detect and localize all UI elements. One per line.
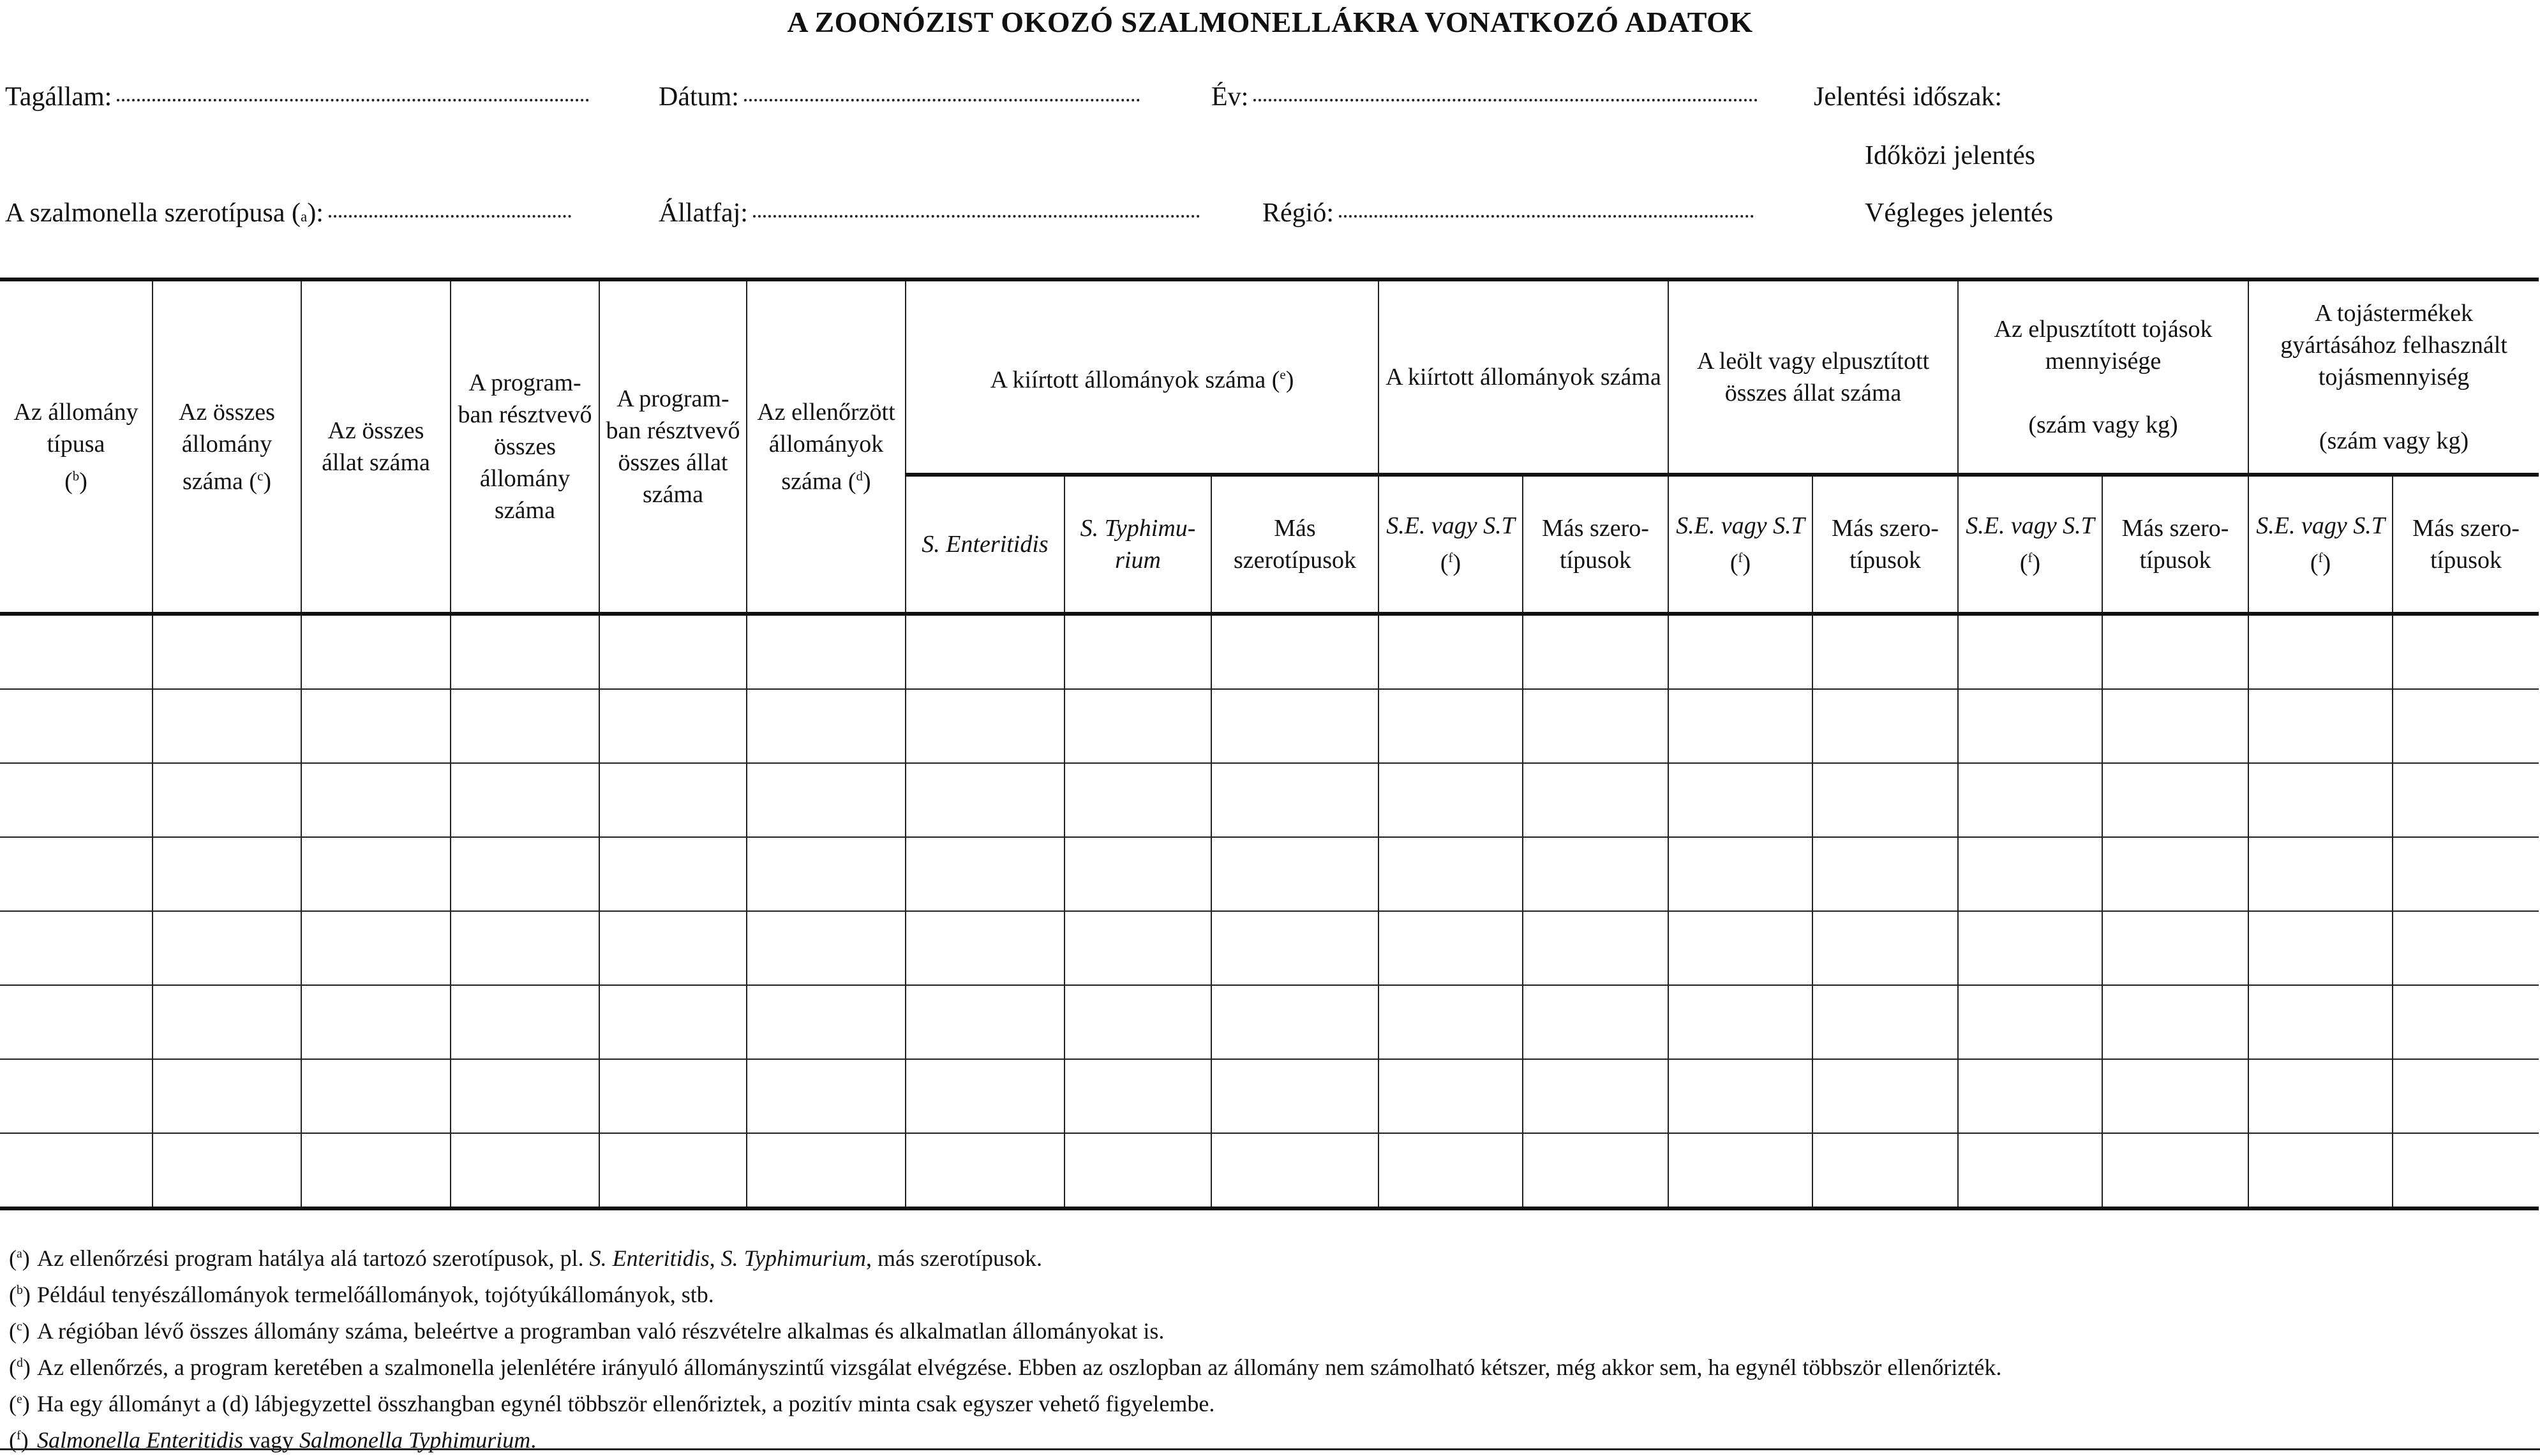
table-cell[interactable]: [747, 837, 906, 911]
table-cell[interactable]: [153, 614, 301, 689]
table-cell[interactable]: [2102, 614, 2248, 689]
table-cell[interactable]: [1211, 985, 1378, 1059]
footnote-text: A régióban lévő összes állomány száma, beleértve a programban való részvételre alkalmas és alkalmatlan állományokat is.: [37, 1318, 1165, 1344]
footnote-text: Az ellenőrzési program hatálya alá tartozó szerotípusok, pl.: [37, 1245, 590, 1271]
table-cell[interactable]: [1523, 763, 1668, 837]
table-cell[interactable]: [451, 763, 599, 837]
table-cell[interactable]: [451, 689, 599, 763]
table-cell[interactable]: [1378, 763, 1523, 837]
table-cell[interactable]: [2102, 837, 2248, 911]
table-cell[interactable]: [1065, 837, 1211, 911]
table-cell[interactable]: [747, 689, 906, 763]
table-cell[interactable]: [1812, 689, 1958, 763]
table-cell[interactable]: [599, 837, 747, 911]
table-cell[interactable]: [1378, 1133, 1523, 1208]
table-cell[interactable]: [1065, 689, 1211, 763]
table-cell[interactable]: [1211, 911, 1378, 985]
table-cell[interactable]: [153, 689, 301, 763]
table-cell[interactable]: [1523, 837, 1668, 911]
table-cell[interactable]: [1211, 1059, 1378, 1133]
table-row: [0, 689, 2539, 763]
member-state-field[interactable]: [5, 82, 589, 112]
table-cell[interactable]: [301, 837, 451, 911]
animal-species-field[interactable]: [659, 198, 1200, 228]
table-cell[interactable]: [0, 985, 153, 1059]
table-cell[interactable]: [0, 911, 153, 985]
serotype-field[interactable]: A szalmonella szerotípusa ( a ):: [5, 198, 571, 228]
table-cell[interactable]: [599, 985, 747, 1059]
table-cell[interactable]: [2393, 689, 2539, 763]
year-field[interactable]: [1211, 82, 1758, 112]
table-cell[interactable]: [1958, 614, 2102, 689]
table-cell[interactable]: [1065, 985, 1211, 1059]
table-row: [0, 1133, 2539, 1208]
table-cell[interactable]: [1958, 1133, 2102, 1208]
table-cell[interactable]: [1668, 1133, 1812, 1208]
footnote: [9, 1420, 2001, 1456]
table-cell[interactable]: [301, 614, 451, 689]
table-cell[interactable]: [1378, 689, 1523, 763]
subheader-other: Más szero-típusok: [1523, 475, 1668, 614]
table-cell[interactable]: [747, 614, 906, 689]
header-group-destroyed-eggs: Az elpusztított tojások mennyisége (szám vagy kg): [1958, 279, 2248, 475]
footnote-text: Salmonella Enteritidis: [37, 1427, 243, 1453]
table-cell[interactable]: [2393, 763, 2539, 837]
table-cell[interactable]: [1378, 614, 1523, 689]
footnote-text: Ha egy állományt a (d) lábjegyzettel összhangban egynél többször ellenőriztek, a pozitív minta csak egyszer vehető figyelembe.: [37, 1391, 1215, 1416]
footnote-text: .: [530, 1427, 537, 1453]
table-cell[interactable]: [1065, 763, 1211, 837]
table-cell[interactable]: [1065, 911, 1211, 985]
table-cell[interactable]: [0, 837, 153, 911]
header-programme-animals: A program-ban résztvevő összes állat száma: [599, 279, 747, 614]
footnote-mark: ($^e$): [9, 1391, 30, 1416]
table-cell[interactable]: [2248, 985, 2393, 1059]
salmonella-data-table: [0, 278, 2539, 1210]
table-cell[interactable]: [451, 1133, 599, 1208]
table-cell[interactable]: [0, 1059, 153, 1133]
table-cell[interactable]: [906, 1133, 1065, 1208]
table-cell[interactable]: [1812, 837, 1958, 911]
table-cell[interactable]: [599, 911, 747, 985]
footnote: [9, 1347, 2001, 1383]
year-label: Év:: [1211, 82, 1249, 112]
subheader-other-serotypes: Más szerotípusok: [1211, 475, 1378, 614]
footnote-text: Salmonella Typhimurium: [299, 1427, 531, 1453]
table-cell[interactable]: [2102, 911, 2248, 985]
table-cell[interactable]: [2102, 763, 2248, 837]
table-cell[interactable]: [301, 985, 451, 1059]
table-cell[interactable]: [1523, 1133, 1668, 1208]
table-cell[interactable]: [599, 1133, 747, 1208]
date-label: Dátum:: [659, 82, 739, 112]
table-cell[interactable]: [2102, 1133, 2248, 1208]
table-cell[interactable]: [1378, 837, 1523, 911]
table-row: [0, 763, 2539, 837]
table-cell[interactable]: [906, 689, 1065, 763]
footnote-text: S. Enteritidis: [589, 1245, 710, 1271]
table-cell[interactable]: [2393, 614, 2539, 689]
table-cell[interactable]: [0, 1133, 153, 1208]
table-cell[interactable]: [301, 1133, 451, 1208]
table-cell[interactable]: [2248, 1133, 2393, 1208]
table-cell[interactable]: [2393, 1133, 2539, 1208]
footnote-text: vagy: [243, 1427, 299, 1453]
table-cell[interactable]: [1211, 1133, 1378, 1208]
subheader-other: Más szero-típusok: [2102, 475, 2248, 614]
table-cell[interactable]: [451, 614, 599, 689]
subheader-other: Más szero-típusok: [1812, 475, 1958, 614]
table-cell[interactable]: [2248, 911, 2393, 985]
table-cell[interactable]: [1812, 985, 1958, 1059]
header-total-animals: Az összes állat száma: [301, 279, 451, 614]
subheader-typhimurium: S. Typhimu-rium: [1065, 475, 1211, 614]
subheader-other: Más szero-típusok: [2393, 475, 2539, 614]
table-cell[interactable]: [451, 837, 599, 911]
final-report-option[interactable]: Végleges jelentés: [1865, 198, 2054, 228]
table-cell[interactable]: [1523, 1059, 1668, 1133]
header-group-egg-products: A tojástermékek gyártásához felhasznált tojásmennyiség (szám vagy kg): [2248, 279, 2539, 475]
subheader-se-st: S.E. vagy S.T ($^f$): [1668, 475, 1812, 614]
table-cell[interactable]: [1378, 911, 1523, 985]
table-cell[interactable]: [2248, 837, 2393, 911]
subheader-se-st: S.E. vagy S.T ($^f$): [2248, 475, 2393, 614]
table-cell[interactable]: [1211, 837, 1378, 911]
table-cell[interactable]: [0, 763, 153, 837]
table-cell[interactable]: [451, 985, 599, 1059]
table-cell[interactable]: [747, 763, 906, 837]
table-cell[interactable]: [1958, 689, 2102, 763]
subheader-se-st: S.E. vagy S.T ($^f$): [1958, 475, 2102, 614]
table-cell[interactable]: [153, 1059, 301, 1133]
table-cell[interactable]: [1523, 689, 1668, 763]
footnote-text: S. Typhimurium: [721, 1245, 867, 1271]
table-cell[interactable]: [1812, 1133, 1958, 1208]
table-row: [0, 614, 2539, 689]
table-cell[interactable]: [1668, 1059, 1812, 1133]
footnote-text: ,: [709, 1245, 721, 1271]
table-cell[interactable]: [153, 763, 301, 837]
table-cell[interactable]: [1523, 985, 1668, 1059]
bottom-rule: [0, 1448, 2540, 1450]
table-cell[interactable]: [599, 763, 747, 837]
header-flock-type: Az állomány típusa ($^b$): [0, 279, 153, 614]
table-cell[interactable]: [2248, 689, 2393, 763]
header-group-depopulated-flocks: A kiírtott állományok száma: [1378, 279, 1668, 475]
table-cell[interactable]: [2248, 614, 2393, 689]
table-cell[interactable]: [1958, 985, 2102, 1059]
table-cell[interactable]: [2393, 911, 2539, 985]
table-cell[interactable]: [2248, 1059, 2393, 1133]
table-cell[interactable]: [906, 763, 1065, 837]
footnote-mark: ($^c$): [9, 1318, 30, 1344]
table-cell[interactable]: [301, 763, 451, 837]
table-cell[interactable]: [1211, 614, 1378, 689]
table-cell[interactable]: [1211, 689, 1378, 763]
table-cell[interactable]: [1211, 763, 1378, 837]
table-cell[interactable]: [1065, 1133, 1211, 1208]
table-row: [0, 985, 2539, 1059]
table-cell[interactable]: [747, 985, 906, 1059]
table-cell[interactable]: [301, 689, 451, 763]
animal-species-label: Állatfaj:: [659, 198, 748, 228]
table-cell[interactable]: [153, 837, 301, 911]
table-cell[interactable]: [2393, 985, 2539, 1059]
region-field[interactable]: [1262, 198, 1754, 228]
footnotes: [9, 1238, 2001, 1456]
table-cell[interactable]: [451, 1059, 599, 1133]
table-cell[interactable]: [451, 911, 599, 985]
table-row: [0, 911, 2539, 985]
header-group-slaughtered-animals: A leölt vagy elpusztított összes állat száma: [1668, 279, 1958, 475]
table-cell[interactable]: [301, 911, 451, 985]
footnote-text: , más szerotípusok.: [866, 1245, 1042, 1271]
table-row: [0, 1059, 2539, 1133]
reporting-period-label: Jelentési időszak:: [1814, 82, 2003, 112]
table-cell[interactable]: [1812, 763, 1958, 837]
footnote: [9, 1274, 2001, 1311]
table-cell[interactable]: [747, 1133, 906, 1208]
footnote-text: Például tenyészállományok termelőállományok, tojótyúkállományok, stb.: [37, 1282, 714, 1307]
footnote: [9, 1311, 2001, 1347]
table-row: [0, 837, 2539, 911]
table-cell[interactable]: [1812, 911, 1958, 985]
table-cell[interactable]: [1958, 837, 2102, 911]
table-cell[interactable]: [1668, 689, 1812, 763]
table-cell[interactable]: [2102, 689, 2248, 763]
footnote-mark: ($^d$): [9, 1355, 31, 1380]
table-cell[interactable]: [1812, 1059, 1958, 1133]
table-cell[interactable]: [599, 689, 747, 763]
header-group-positive-flocks: A kiírtott állományok száma ($^e$): [906, 279, 1378, 475]
table-cell[interactable]: [153, 1133, 301, 1208]
header-programme-flocks: A program-ban résztvevő összes állomány száma: [451, 279, 599, 614]
table-cell[interactable]: [2393, 837, 2539, 911]
table-cell[interactable]: [2102, 985, 2248, 1059]
table-cell[interactable]: [1378, 985, 1523, 1059]
table-cell[interactable]: [1812, 614, 1958, 689]
footnote: [9, 1238, 2001, 1274]
table-cell[interactable]: [1958, 1059, 2102, 1133]
footnote-text: Az ellenőrzés, a program keretében a szalmonella jelenlétére irányuló állományszintű vizsgálat elvégzése. Ebben az oszlopban az állomány nem számolható kétszer, még akkor sem, ha egynél többször ellenőrizték.: [37, 1355, 2002, 1380]
table-cell[interactable]: [906, 985, 1065, 1059]
footnote-mark: ($^b$): [9, 1282, 31, 1307]
table-cell[interactable]: [906, 1059, 1065, 1133]
member-state-label: Tagállam:: [5, 82, 112, 112]
table-cell[interactable]: [747, 1059, 906, 1133]
footnote-mark: ($^a$): [9, 1245, 30, 1271]
table-cell[interactable]: [747, 911, 906, 985]
table-cell[interactable]: [1523, 614, 1668, 689]
table-cell[interactable]: [906, 614, 1065, 689]
table-cell[interactable]: [1668, 837, 1812, 911]
table-cell[interactable]: [2102, 1059, 2248, 1133]
footnote-mark: ($^f$): [9, 1427, 29, 1453]
table-cell[interactable]: [1378, 1059, 1523, 1133]
table-cell[interactable]: [599, 1059, 747, 1133]
subheader-se-st: S.E. vagy S.T ($^f$): [1378, 475, 1523, 614]
header-checked-flocks: Az ellenőrzött állományok száma ($^d$): [747, 279, 906, 614]
table-cell[interactable]: [1668, 763, 1812, 837]
table-cell[interactable]: [1065, 614, 1211, 689]
table-cell[interactable]: [2248, 763, 2393, 837]
table-cell[interactable]: [153, 911, 301, 985]
table-cell[interactable]: [1523, 911, 1668, 985]
document-title: A ZOONÓZIST OKOZÓ SZALMONELLÁKRA VONATKOZÓ ADATOK: [787, 6, 1753, 38]
table-cell[interactable]: [906, 837, 1065, 911]
subheader-enteritidis: S. Enteritidis: [906, 475, 1065, 614]
table-cell[interactable]: [1065, 1059, 1211, 1133]
interim-report-option[interactable]: Időközi jelentés: [1865, 141, 2036, 170]
table-cell[interactable]: [301, 1059, 451, 1133]
table-cell[interactable]: [2393, 1059, 2539, 1133]
table-cell[interactable]: [1668, 911, 1812, 985]
region-label: Régió:: [1262, 198, 1334, 228]
footnote-ref: a: [301, 208, 308, 225]
table-cell[interactable]: [0, 614, 153, 689]
footnote: [9, 1383, 2001, 1420]
table-cell[interactable]: [1668, 985, 1812, 1059]
header-total-flocks: Az összes állomány száma ($^c$): [153, 279, 301, 614]
table-cell[interactable]: [1668, 614, 1812, 689]
serotype-label: A szalmonella szerotípusa: [5, 198, 285, 228]
table-cell[interactable]: [153, 985, 301, 1059]
table-cell[interactable]: [599, 614, 747, 689]
table-cell[interactable]: [0, 689, 153, 763]
table-cell[interactable]: [1958, 911, 2102, 985]
table-cell[interactable]: [906, 911, 1065, 985]
date-field[interactable]: [659, 82, 1140, 112]
table-cell[interactable]: [1958, 763, 2102, 837]
